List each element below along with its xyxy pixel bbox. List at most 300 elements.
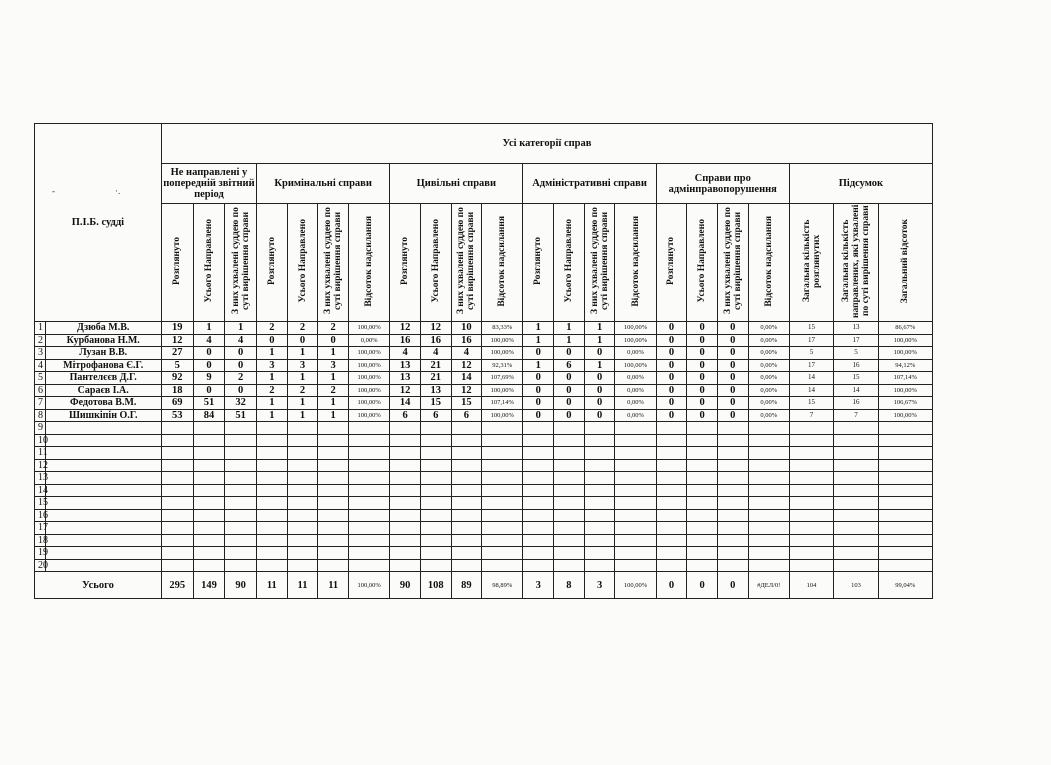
civil-percent-label: Відсоток надсилання <box>497 215 508 307</box>
empty-cell <box>615 484 656 497</box>
total-cell: 89 <box>451 572 482 599</box>
data-cell: 100,00% <box>482 347 523 360</box>
data-cell: 0 <box>554 409 585 422</box>
empty-cell <box>482 422 523 435</box>
data-cell: 32 <box>225 397 257 410</box>
data-cell: 0 <box>687 409 718 422</box>
empty-cell <box>834 434 878 447</box>
data-cell: 1 <box>257 347 288 360</box>
header-row-subcolumns <box>35 204 933 322</box>
offense-considered-header <box>656 204 687 322</box>
data-cell: 0 <box>584 372 615 385</box>
empty-row <box>35 422 933 435</box>
empty-cell <box>789 447 833 460</box>
judge-name: Мітрофанова Є.Г. <box>45 359 161 372</box>
empty-cell <box>390 534 421 547</box>
row-number: 20 <box>35 559 46 572</box>
empty-cell <box>225 472 257 485</box>
data-cell: 15 <box>420 397 451 410</box>
empty-cell <box>523 447 554 460</box>
empty-cell <box>287 459 318 472</box>
empty-cell <box>717 497 748 510</box>
row-number: 14 <box>35 484 46 497</box>
empty-cell <box>584 484 615 497</box>
empty-cell <box>748 447 789 460</box>
data-cell: 51 <box>193 397 225 410</box>
row-number: 16 <box>35 509 46 522</box>
data-cell: 0 <box>523 347 554 360</box>
empty-cell <box>420 509 451 522</box>
empty-cell <box>161 497 193 510</box>
empty-cell <box>390 509 421 522</box>
empty-cell <box>45 497 161 510</box>
empty-cell <box>45 472 161 485</box>
data-cell: 92 <box>161 372 193 385</box>
data-cell: 12 <box>390 322 421 335</box>
data-cell: 1 <box>257 372 288 385</box>
empty-cell <box>789 484 833 497</box>
data-cell: 0 <box>717 334 748 347</box>
empty-cell <box>687 484 718 497</box>
offense-considered-label: Розглянуто <box>666 237 677 285</box>
empty-cell <box>349 559 390 572</box>
data-cell: 1 <box>287 397 318 410</box>
group-summary: Підсумок <box>789 164 932 204</box>
table-body <box>35 322 933 599</box>
empty-cell <box>349 497 390 510</box>
empty-cell <box>45 447 161 460</box>
empty-cell <box>748 472 789 485</box>
empty-cell <box>615 459 656 472</box>
empty-cell <box>45 522 161 535</box>
empty-cell <box>420 484 451 497</box>
data-cell: 0 <box>523 384 554 397</box>
data-cell: 4 <box>390 347 421 360</box>
empty-row <box>35 484 933 497</box>
empty-cell <box>584 447 615 460</box>
empty-cell <box>615 434 656 447</box>
data-cell: 107,69% <box>482 372 523 385</box>
empty-cell <box>257 422 288 435</box>
data-cell: 53 <box>161 409 193 422</box>
empty-cell <box>225 447 257 460</box>
empty-cell <box>789 559 833 572</box>
civil-sent-header <box>420 204 451 322</box>
empty-cell <box>45 459 161 472</box>
empty-cell <box>523 472 554 485</box>
total-cell: 100,00% <box>615 572 656 599</box>
empty-cell <box>161 434 193 447</box>
data-cell: 2 <box>257 384 288 397</box>
data-cell: 27 <box>161 347 193 360</box>
data-cell: 1 <box>523 359 554 372</box>
data-cell: 1 <box>584 334 615 347</box>
data-cell: 0 <box>717 359 748 372</box>
data-cell: 100,00% <box>482 384 523 397</box>
data-cell: 1 <box>554 322 585 335</box>
empty-cell <box>656 534 687 547</box>
data-cell: 3 <box>257 359 288 372</box>
data-cell: 14 <box>390 397 421 410</box>
data-cell: 0 <box>554 372 585 385</box>
table-row <box>35 372 933 385</box>
empty-cell <box>45 559 161 572</box>
empty-cell <box>482 497 523 510</box>
empty-cell <box>451 509 482 522</box>
empty-cell <box>687 522 718 535</box>
data-cell: 100,00% <box>349 322 390 335</box>
empty-cell <box>451 472 482 485</box>
criminal-considered-header <box>257 204 288 322</box>
civil-decided-label: З них ухвалені суддею по суті вирішення справи <box>456 207 477 315</box>
row-number: 13 <box>35 472 46 485</box>
empty-cell <box>451 534 482 547</box>
admin-considered-label: Розглянуто <box>533 237 544 285</box>
data-cell: 100,00% <box>349 372 390 385</box>
total-cell: 98,89% <box>482 572 523 599</box>
data-cell: 0 <box>287 334 318 347</box>
empty-row <box>35 434 933 447</box>
empty-cell <box>554 534 585 547</box>
data-cell: 0 <box>554 384 585 397</box>
empty-cell <box>717 472 748 485</box>
data-cell: 0 <box>687 372 718 385</box>
empty-cell <box>45 534 161 547</box>
total-cell: 103 <box>834 572 878 599</box>
data-cell: 1 <box>318 409 349 422</box>
empty-row <box>35 472 933 485</box>
total-cell: 0 <box>656 572 687 599</box>
empty-cell <box>523 484 554 497</box>
empty-cell <box>482 484 523 497</box>
empty-cell <box>349 472 390 485</box>
empty-cell <box>687 447 718 460</box>
empty-cell <box>287 509 318 522</box>
judge-name: Сараєв І.А. <box>45 384 161 397</box>
row-number: 7 <box>35 397 46 410</box>
empty-cell <box>748 422 789 435</box>
empty-cell <box>225 534 257 547</box>
group-civil: Цивільні справи <box>390 164 523 204</box>
total-cell: 100,00% <box>349 572 390 599</box>
empty-cell <box>789 422 833 435</box>
empty-cell <box>420 522 451 535</box>
data-cell: 100,00% <box>878 384 932 397</box>
empty-cell <box>287 559 318 572</box>
empty-cell <box>390 522 421 535</box>
empty-cell <box>687 459 718 472</box>
data-cell: 1 <box>584 359 615 372</box>
data-cell: 0 <box>656 334 687 347</box>
empty-cell <box>390 484 421 497</box>
empty-cell <box>318 559 349 572</box>
criminal-percent-header <box>349 204 390 322</box>
empty-cell <box>318 497 349 510</box>
data-cell: 18 <box>161 384 193 397</box>
empty-cell <box>584 497 615 510</box>
empty-cell <box>717 484 748 497</box>
empty-cell <box>717 422 748 435</box>
empty-cell <box>717 509 748 522</box>
empty-cell <box>390 459 421 472</box>
empty-cell <box>287 522 318 535</box>
empty-cell <box>687 497 718 510</box>
row-number: 3 <box>35 347 46 360</box>
data-cell: 9 <box>193 372 225 385</box>
data-cell: 0,00% <box>615 347 656 360</box>
row-number: 8 <box>35 409 46 422</box>
empty-cell <box>554 522 585 535</box>
empty-cell <box>878 509 932 522</box>
table-row <box>35 397 933 410</box>
empty-cell <box>554 509 585 522</box>
empty-row <box>35 447 933 460</box>
empty-cell <box>161 509 193 522</box>
judge-name: Шишкіпін О.Г. <box>45 409 161 422</box>
empty-cell <box>225 422 257 435</box>
prev-sent-label: Усього Направлено <box>203 219 214 303</box>
group-admin-offenses: Справи про адмінправопорушення <box>656 164 789 204</box>
empty-cell <box>748 509 789 522</box>
empty-cell <box>615 509 656 522</box>
empty-cell <box>390 559 421 572</box>
empty-cell <box>193 459 225 472</box>
data-cell: 1 <box>318 397 349 410</box>
empty-cell <box>878 459 932 472</box>
empty-cell <box>161 484 193 497</box>
empty-cell <box>615 497 656 510</box>
data-cell: 0 <box>554 397 585 410</box>
empty-cell <box>257 459 288 472</box>
data-cell: 100,00% <box>615 322 656 335</box>
data-cell: 0,00% <box>615 384 656 397</box>
data-cell: 0 <box>687 347 718 360</box>
data-cell: 13 <box>834 322 878 335</box>
summary-total-sent-header <box>834 204 878 322</box>
empty-cell <box>287 447 318 460</box>
row-number: 17 <box>35 522 46 535</box>
data-cell: 2 <box>287 384 318 397</box>
empty-cell <box>789 472 833 485</box>
data-cell: 0 <box>523 372 554 385</box>
empty-cell <box>656 422 687 435</box>
data-cell: 4 <box>225 334 257 347</box>
empty-cell <box>717 434 748 447</box>
prev-considered-label: Розглянуто <box>172 237 183 285</box>
empty-cell <box>878 534 932 547</box>
data-cell: 100,00% <box>349 384 390 397</box>
empty-cell <box>656 447 687 460</box>
empty-cell <box>717 534 748 547</box>
empty-cell <box>287 484 318 497</box>
report-sheet <box>34 123 933 599</box>
empty-cell <box>318 447 349 460</box>
empty-row <box>35 497 933 510</box>
data-cell: 0 <box>656 359 687 372</box>
empty-cell <box>482 509 523 522</box>
empty-cell <box>878 559 932 572</box>
empty-cell <box>789 434 833 447</box>
civil-considered-header <box>390 204 421 322</box>
total-cell: 104 <box>789 572 833 599</box>
data-cell: 86,67% <box>878 322 932 335</box>
empty-cell <box>451 447 482 460</box>
data-cell: 1 <box>523 334 554 347</box>
total-cell: 3 <box>584 572 615 599</box>
empty-cell <box>834 509 878 522</box>
empty-cell <box>789 459 833 472</box>
criminal-considered-label: Розглянуто <box>266 237 277 285</box>
empty-cell <box>225 509 257 522</box>
empty-cell <box>584 522 615 535</box>
admin-decided-label: З них ухвалені суддею по суті вирішення справи <box>589 207 610 315</box>
empty-cell <box>878 547 932 560</box>
row-number: 19 <box>35 547 46 560</box>
empty-cell <box>451 422 482 435</box>
data-cell: 1 <box>318 347 349 360</box>
empty-cell <box>656 547 687 560</box>
empty-cell <box>656 472 687 485</box>
empty-cell <box>349 422 390 435</box>
empty-cell <box>523 497 554 510</box>
data-cell: 0 <box>717 397 748 410</box>
data-cell: 107,14% <box>482 397 523 410</box>
empty-cell <box>554 484 585 497</box>
data-cell: 0,00% <box>748 397 789 410</box>
total-cell: 11 <box>287 572 318 599</box>
civil-considered-label: Розглянуто <box>400 237 411 285</box>
total-cell: 0 <box>717 572 748 599</box>
data-cell: 51 <box>225 409 257 422</box>
data-cell: 94,12% <box>878 359 932 372</box>
empty-cell <box>789 497 833 510</box>
criminal-sent-header <box>287 204 318 322</box>
data-cell: 0 <box>257 334 288 347</box>
total-cell: 0 <box>687 572 718 599</box>
data-cell: 12 <box>451 359 482 372</box>
empty-cell <box>257 534 288 547</box>
data-cell: 100,00% <box>615 334 656 347</box>
empty-cell <box>523 422 554 435</box>
civil-percent-header <box>482 204 523 322</box>
data-cell: 0 <box>193 359 225 372</box>
empty-cell <box>390 447 421 460</box>
empty-cell <box>878 422 932 435</box>
header-row-groups <box>35 164 933 204</box>
empty-row <box>35 534 933 547</box>
total-cell: 3 <box>523 572 554 599</box>
summary-total-sent-label: Загальна кількість направлених, які ухвалені по суті вирішення справи <box>840 204 871 318</box>
data-cell: 0 <box>717 372 748 385</box>
data-cell: 1 <box>225 322 257 335</box>
data-cell: 3 <box>287 359 318 372</box>
empty-cell <box>451 497 482 510</box>
group-administrative: Адміністративні справи <box>523 164 656 204</box>
empty-cell <box>420 472 451 485</box>
empty-cell <box>287 534 318 547</box>
empty-cell <box>687 534 718 547</box>
empty-cell <box>420 534 451 547</box>
data-cell: 4 <box>420 347 451 360</box>
scan-speck: - <box>52 186 55 196</box>
data-cell: 0 <box>523 397 554 410</box>
empty-cell <box>615 547 656 560</box>
empty-cell <box>451 547 482 560</box>
judge-name-header-label: П.І.Б. судді <box>71 217 125 228</box>
empty-cell <box>390 434 421 447</box>
data-cell: 21 <box>420 359 451 372</box>
data-cell: 100,00% <box>878 409 932 422</box>
empty-cell <box>523 522 554 535</box>
admin-sent-label: Усього Направлено <box>563 219 574 303</box>
data-cell: 10 <box>451 322 482 335</box>
data-cell: 14 <box>789 372 833 385</box>
data-cell: 6 <box>554 359 585 372</box>
data-cell: 0 <box>717 347 748 360</box>
total-cell: 11 <box>318 572 349 599</box>
empty-cell <box>257 547 288 560</box>
data-cell: 2 <box>318 384 349 397</box>
empty-cell <box>584 422 615 435</box>
total-cell: 90 <box>390 572 421 599</box>
empty-cell <box>615 559 656 572</box>
total-cell: 108 <box>420 572 451 599</box>
empty-cell <box>615 534 656 547</box>
criminal-decided-label: З них ухвалені суддею по суті вирішення справи <box>323 207 344 315</box>
data-cell: 100,00% <box>482 409 523 422</box>
data-cell: 1 <box>287 409 318 422</box>
empty-row <box>35 509 933 522</box>
empty-cell <box>225 547 257 560</box>
empty-cell <box>349 484 390 497</box>
empty-cell <box>161 447 193 460</box>
admin-percent-header <box>615 204 656 322</box>
empty-cell <box>390 472 421 485</box>
criminal-percent-label: Відсоток надсилання <box>364 215 375 307</box>
data-cell: 6 <box>420 409 451 422</box>
data-cell: 4 <box>451 347 482 360</box>
row-number: 15 <box>35 497 46 510</box>
empty-cell <box>554 459 585 472</box>
empty-cell <box>717 559 748 572</box>
empty-cell <box>482 522 523 535</box>
empty-cell <box>318 484 349 497</box>
empty-cell <box>225 497 257 510</box>
empty-cell <box>482 447 523 460</box>
empty-cell <box>287 472 318 485</box>
data-cell: 0 <box>717 322 748 335</box>
empty-cell <box>451 434 482 447</box>
data-cell: 0 <box>318 334 349 347</box>
group-prev-period: Не направлені у попередній звітний період <box>161 164 256 204</box>
row-number: 5 <box>35 372 46 385</box>
empty-cell <box>748 547 789 560</box>
row-number: 1 <box>35 322 46 335</box>
empty-cell <box>554 447 585 460</box>
data-cell: 0 <box>584 409 615 422</box>
empty-cell <box>554 547 585 560</box>
empty-cell <box>834 547 878 560</box>
empty-cell <box>834 459 878 472</box>
empty-cell <box>420 459 451 472</box>
header-row-categories <box>35 124 933 164</box>
data-cell: 0 <box>656 372 687 385</box>
empty-cell <box>748 459 789 472</box>
data-cell: 0 <box>687 322 718 335</box>
offense-percent-label: Відсоток надсилання <box>763 215 774 307</box>
data-cell: 6 <box>390 409 421 422</box>
data-cell: 0 <box>687 397 718 410</box>
